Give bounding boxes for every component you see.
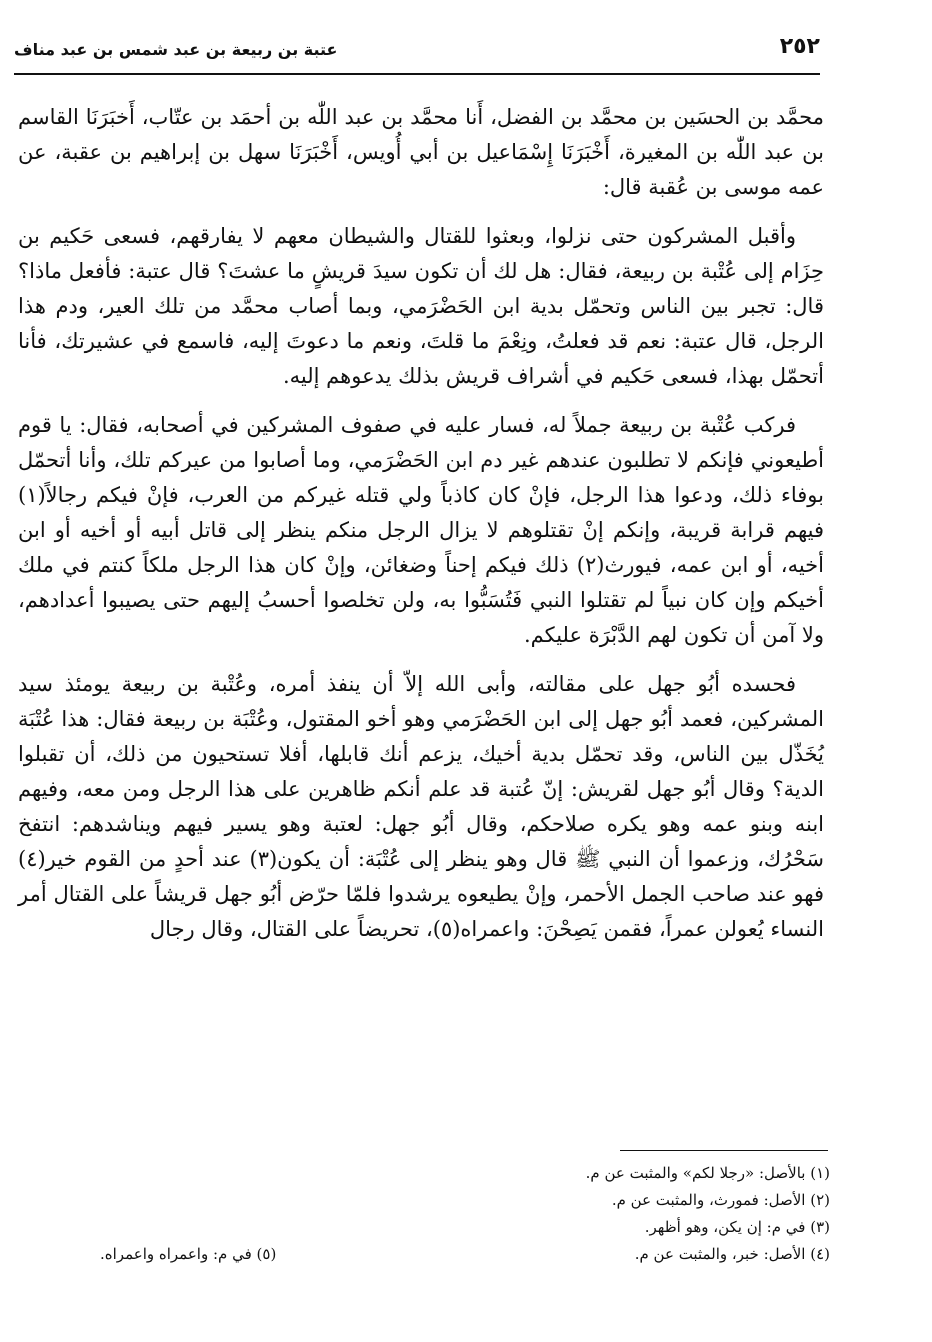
- running-title: عتبة بن ربيعة بن عبد شمس بن عبد مناف: [14, 40, 338, 59]
- page-header: [14, 28, 820, 72]
- header-rule: [14, 73, 820, 75]
- paragraph-hakim: وأقبل المشركون حتى نزلوا، وبعثوا للقتال والشيطان معهم لا يفارقهم، فسعى حَكيم بن حِزَام إلى عُتْبة بن ربيعة، فقال: هل لك أن تكون سيدَ قريشٍ ما عشتَ؟ قال عتبة: فأفعل ماذا؟ قال: تجبر بين الناس وتحمّل بدية ابن الحَضْرَمي، وبما أصاب محمَّد من تلك العير، ودم هذا الرجل، قال عتبة: نعم قد فعلتُ، ونِعْمَ ما قلتَ، ونعم ما دعوتَ إليه، فاسمع في عشيرتك، فأنا أتحمّل بهذا، فسعى حَكيم في أشراف قريش بذلك يدعوهم إليه.: [18, 224, 824, 388]
- footnote-rule: [620, 1150, 828, 1151]
- paragraph-utba-speech: فركب عُتْبة بن ربيعة جملاً له، فسار عليه في صفوف المشركين في أصحابه، فقال: يا قوم أطيعوني فإنكم لا تطلبون عندهم غير دم ابن الحَضْرَمي، وما أصابوا من عيركم تلك، وأنا أتحمّل بوفاء ذلك، ودعوا هذا الرجل، فإنْ كان كاذباً ولي قتله غيركم من العرب، فإنْ فيكم رجالاً(١) فيهم قرابة قريبة، وإنكم إنْ تقتلوهم لا يزال الرجل منكم ينظر إلى قاتل أبيه أو أخيه أو ابن أخيه، أو ابن عمه، فيورث(٢) ذلك فيكم إحناً وضغائن، وإنْ كان هذا الرجل ملكاً كنتم في ملك أخيكم وإن كان نبياً لم تقتلوا النبي فَتُسَبُّوا به، ولن تخلصوا أحسبُ إليهم حتى يصيبوا أعدادهم، ولا آمن أن تكون لهم الدَّبْرَة عليكم.: [18, 413, 824, 647]
- footnote-2: (٢) الأصل: فمورث، والمثبت عن م.: [611, 1191, 830, 1209]
- paragraph-abu-jahl: فحسده أبُو جهل على مقالته، وأبى الله إلاّ أن ينفذ أمره، وعُتْبة بن ربيعة يومئذ سيد المشركين، فعمد أبُو جهل إلى ابن الحَضْرَمي وهو أخو المقتول، وعُتْبَة بن ربيعة فقال: هذا عُتْبَة يُخَذّل بين الناس، وقد تحمّل بدية أخيك، يزعم أنك قابلها، أفلا تستحيون من ذلك، أن تقبلوا الدية؟ وقال أبُو جهل لقريش: إنّ عُتبة قد علم أنكم ظاهرين على هذا الرجل ومن معه، وفيهم ابنه وبنو عمه وهو يكره صلاحكم، وقال أبُو جهل: لعتبة وهو يسير فيهم ويناشدهم: انتفخ سَحْرُك، وزعموا أن النبي ﷺ قال وهو ينظر إلى عُتْبَة: أن يكون(٣) عند أحدٍ من القوم خير(٤) فهو عند صاحب الجمل الأحمر، وإنْ يطيعوه يرشدوا فلمّا حرّض أبُو جهل قريشاً على القتال أمر النساء يُعولن عمراً، فقمن يَصِحْنَ: واعمراه(٥)، تحريضاً على القتال، وقال رجال: [18, 672, 824, 941]
- footnote-5: (٥) في م: واعمراه واعمراه.: [100, 1245, 277, 1263]
- footnote-3: (٣) في م: إن يكن، وهو أظهر.: [644, 1218, 830, 1236]
- footnote-4: (٤) الأصل: خبر، والمثبت عن م.: [634, 1245, 830, 1263]
- footnote-row: [100, 1241, 830, 1268]
- main-text: [18, 100, 824, 961]
- paragraph-isnad: محمَّد بن الحسَين بن محمَّد بن الفضل، أَنا محمَّد بن عبد اللّٰه بن أحمَد بن عتّاب، أَخبَرَنَا القاسم بن عبد اللّٰه بن المغيرة، أَخْبَرَنَا إِسْمَاعيل بن أبي أُويس، أَخْبَرَنَا سهل بن إبراهيم بن عقبة، عن عمه موسى بن عُقبة قال:: [18, 105, 824, 199]
- page-number: ٢٥٢: [779, 34, 820, 59]
- footnote-1: (١) بالأصل: «رجلا لكم» والمثبت عن م.: [585, 1164, 830, 1182]
- footnotes: [100, 1160, 830, 1268]
